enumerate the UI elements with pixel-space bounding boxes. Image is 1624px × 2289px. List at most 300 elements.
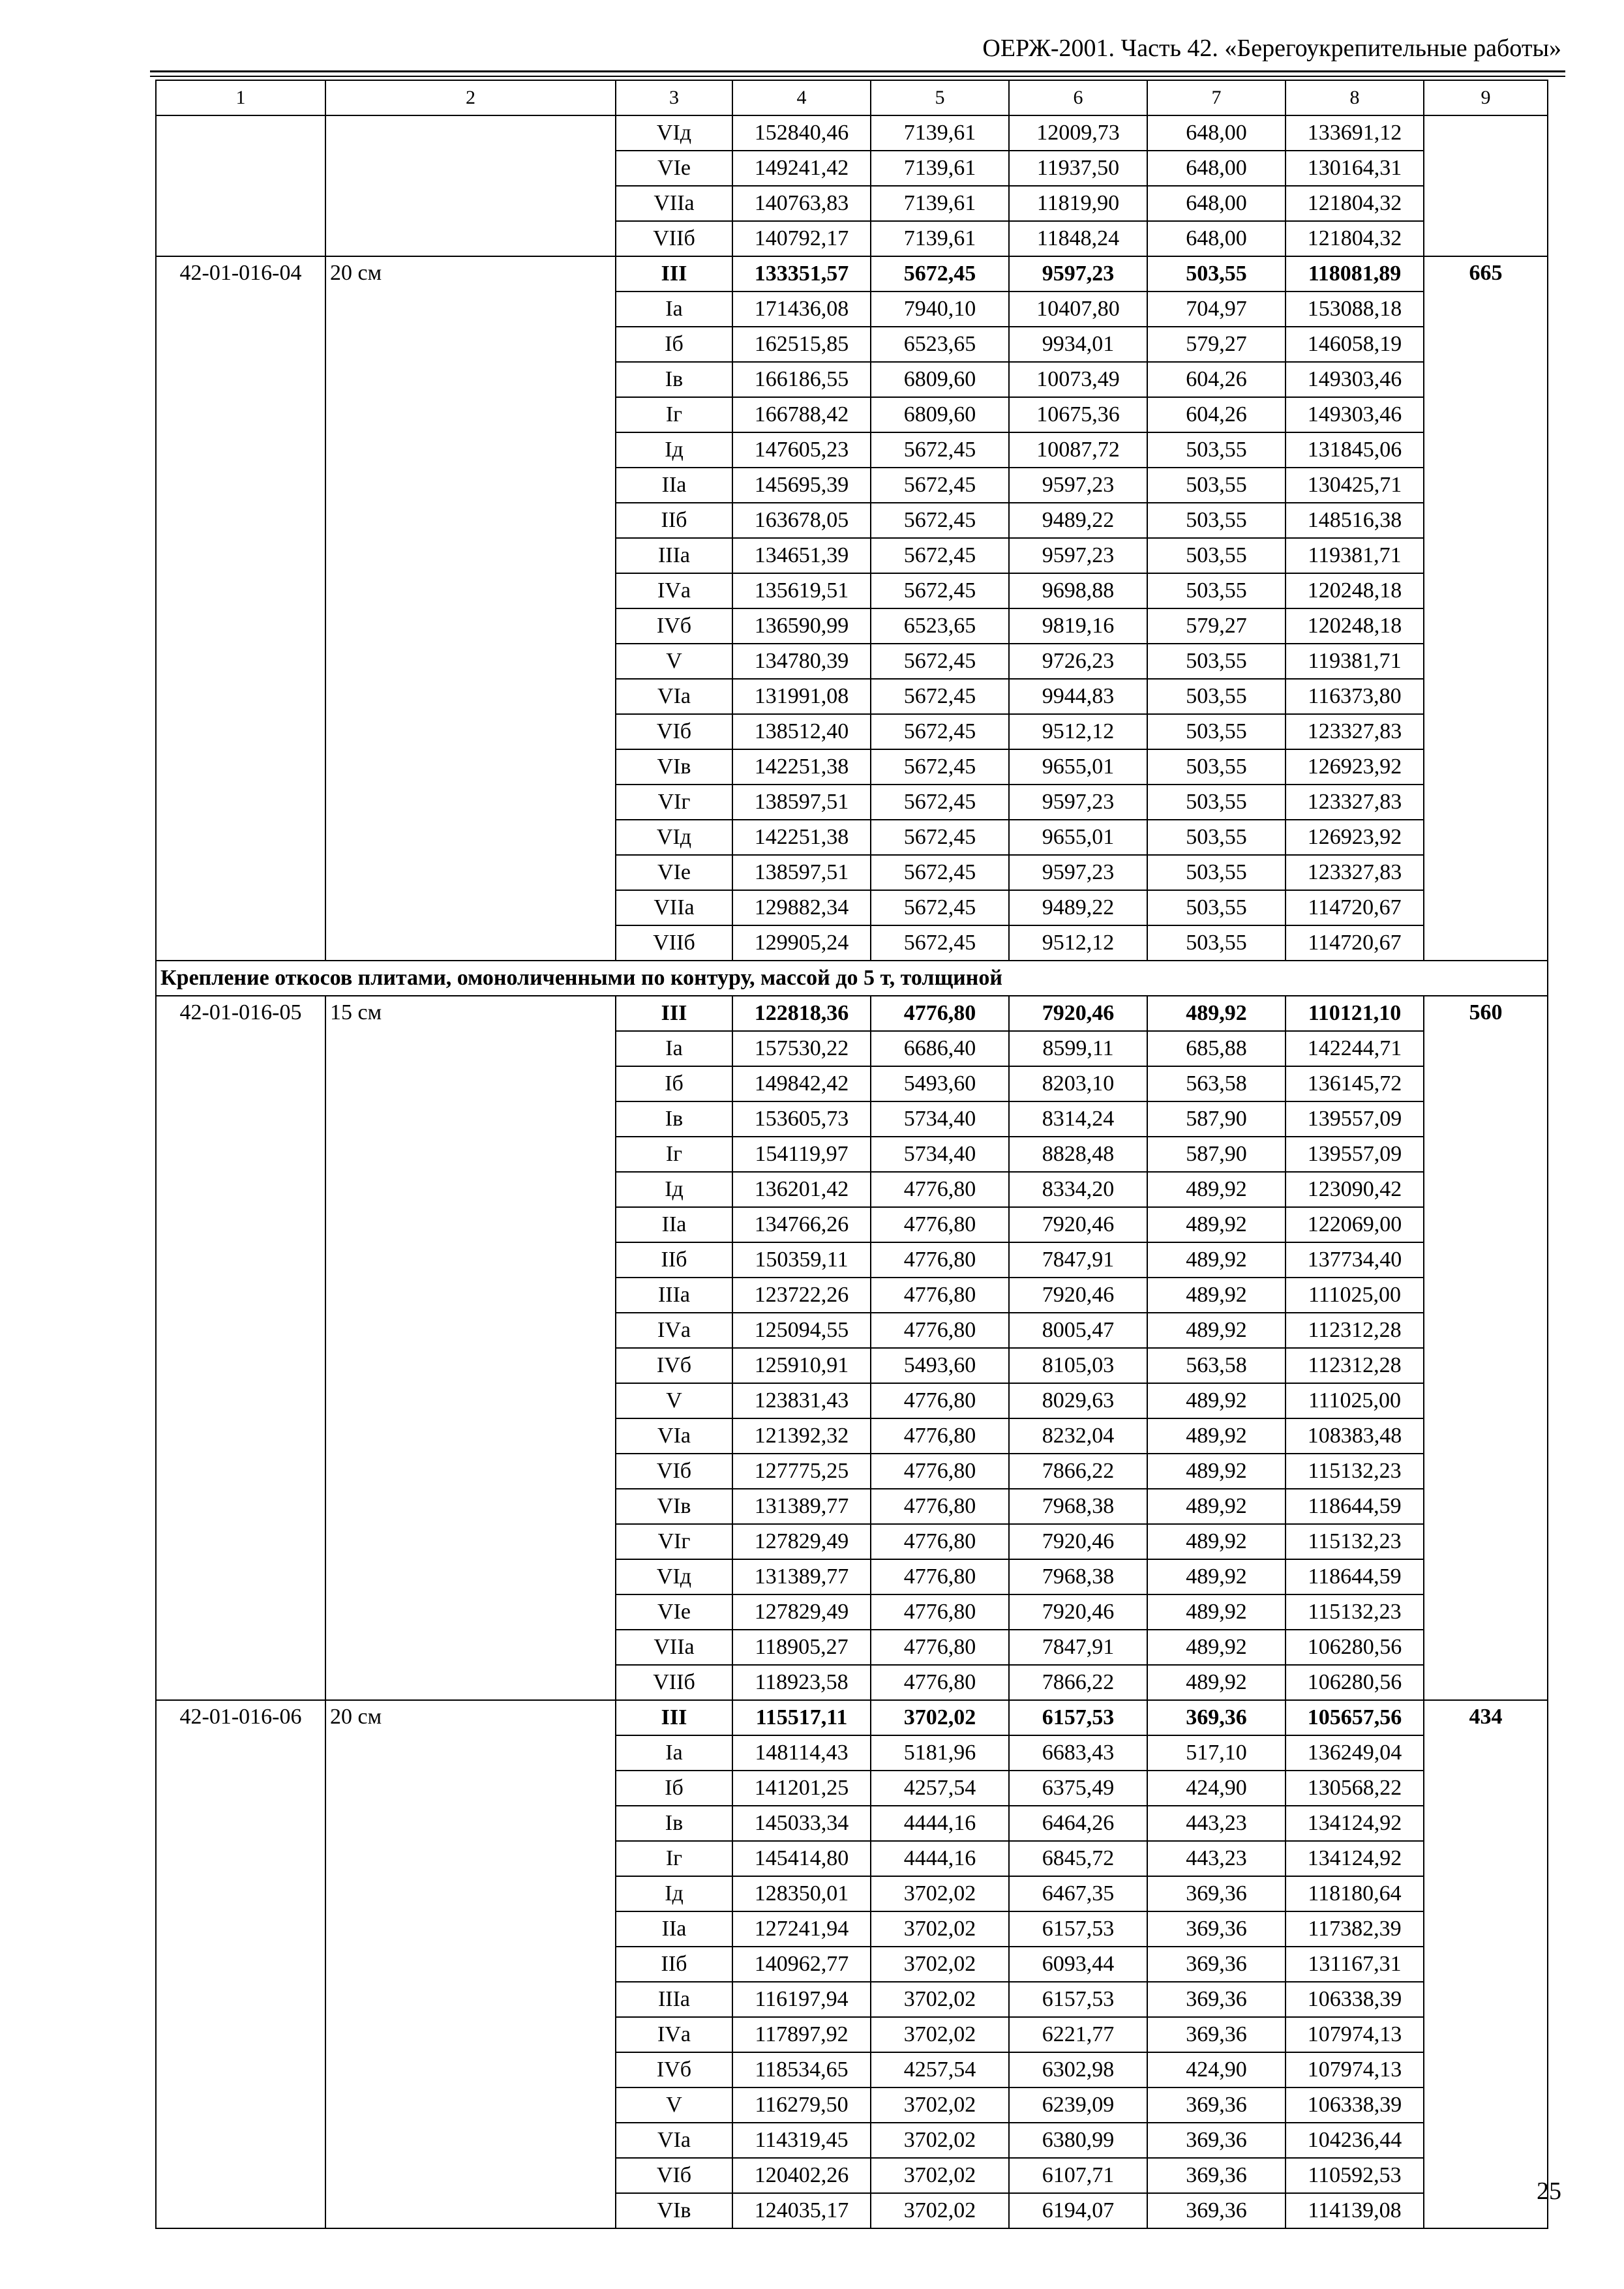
value-cell: 136145,72 [1286,1066,1424,1101]
value-cell: 121392,32 [732,1418,871,1454]
value-cell: 3702,02 [871,1876,1009,1911]
value-cell: 489,92 [1147,1418,1286,1454]
code-cell: 42-01-016-06 [156,1700,325,2228]
value-cell: 131389,77 [732,1559,871,1594]
value-cell: 114720,67 [1286,925,1424,961]
value-cell: 133351,57 [732,256,871,292]
code-cell: 42-01-016-05 [156,996,325,1700]
value-cell: 489,92 [1147,1207,1286,1242]
value-cell: 12009,73 [1009,115,1147,151]
value-cell: 8029,63 [1009,1383,1147,1418]
value-cell: 128350,01 [732,1876,871,1911]
value-cell: 3702,02 [871,2158,1009,2193]
zone-cell: VIг [616,1524,732,1559]
value-cell: 369,36 [1147,1876,1286,1911]
table-row [156,115,1548,151]
value-cell: 503,55 [1147,503,1286,538]
value-cell: 136201,42 [732,1172,871,1207]
value-cell: 8105,03 [1009,1348,1147,1383]
value-cell: 6239,09 [1009,2087,1147,2123]
zone-cell: VIIб [616,925,732,961]
value-cell: 4257,54 [871,2052,1009,2087]
column-number-row [156,80,1548,115]
value-cell: 6523,65 [871,608,1009,644]
value-cell: 123327,83 [1286,785,1424,820]
value-cell: 5672,45 [871,890,1009,925]
zone-cell: VIд [616,115,732,151]
value-cell: 106338,39 [1286,2087,1424,2123]
value-cell: 8203,10 [1009,1066,1147,1101]
value-cell: 9512,12 [1009,925,1147,961]
value-cell: 7866,22 [1009,1665,1147,1700]
value-cell: 503,55 [1147,890,1286,925]
value-cell: 7968,38 [1009,1559,1147,1594]
value-cell: 163678,05 [732,503,871,538]
value-cell: 517,10 [1147,1735,1286,1771]
zone-cell: Iа [616,1735,732,1771]
zone-cell: VIв [616,1489,732,1524]
value-cell: 125910,91 [732,1348,871,1383]
value-cell: 115132,23 [1286,1524,1424,1559]
zone-cell: III [616,996,732,1031]
value-cell: 3702,02 [871,1700,1009,1735]
value-cell: 9512,12 [1009,714,1147,749]
value-cell: 7920,46 [1009,996,1147,1031]
value-cell: 118534,65 [732,2052,871,2087]
value-cell: 118180,64 [1286,1876,1424,1911]
value-cell: 140962,77 [732,1947,871,1982]
zone-cell: VIб [616,1454,732,1489]
value-cell: 115132,23 [1286,1454,1424,1489]
value-cell: 5672,45 [871,749,1009,785]
value-cell: 10407,80 [1009,292,1147,327]
value-cell: 105657,56 [1286,1700,1424,1735]
value-cell: 134766,26 [732,1207,871,1242]
page-number: 25 [1537,2177,1561,2205]
value-cell: 112312,28 [1286,1348,1424,1383]
column-number: 6 [1009,80,1147,115]
value-cell: 110121,10 [1286,996,1424,1031]
zone-cell: VIв [616,749,732,785]
value-cell: 114139,08 [1286,2193,1424,2228]
value-cell: 149241,42 [732,151,871,186]
value-cell: 8314,24 [1009,1101,1147,1137]
value-cell: 124035,17 [732,2193,871,2228]
value-cell: 489,92 [1147,1313,1286,1348]
total-cell: 560 [1424,996,1548,1700]
value-cell: 115132,23 [1286,1594,1424,1630]
value-cell: 6221,77 [1009,2017,1147,2052]
value-cell: 118905,27 [732,1630,871,1665]
value-cell: 6093,44 [1009,1947,1147,1982]
value-cell: 137734,40 [1286,1242,1424,1278]
thickness-cell: 20 см [325,256,616,961]
value-cell: 9819,16 [1009,608,1147,644]
value-cell: 153088,18 [1286,292,1424,327]
zone-cell: Iб [616,1066,732,1101]
zone-cell: IVа [616,573,732,608]
zone-cell: Iг [616,1137,732,1172]
column-number: 1 [156,80,325,115]
value-cell: 140763,83 [732,186,871,221]
value-cell: 4444,16 [871,1806,1009,1841]
value-cell: 489,92 [1147,1524,1286,1559]
value-cell: 3702,02 [871,1982,1009,2017]
value-cell: 131167,31 [1286,1947,1424,1982]
value-cell: 648,00 [1147,221,1286,256]
value-cell: 587,90 [1147,1101,1286,1137]
value-cell: 111025,00 [1286,1278,1424,1313]
value-cell: 5672,45 [871,714,1009,749]
value-cell: 369,36 [1147,2087,1286,2123]
value-cell: 5672,45 [871,785,1009,820]
value-cell: 146058,19 [1286,327,1424,362]
value-cell: 10087,72 [1009,432,1147,468]
value-cell: 503,55 [1147,679,1286,714]
zone-cell: IIб [616,1242,732,1278]
value-cell: 369,36 [1147,1911,1286,1947]
value-cell: 6809,60 [871,362,1009,397]
value-cell: 7940,10 [871,292,1009,327]
value-cell: 130568,22 [1286,1771,1424,1806]
value-cell: 369,36 [1147,1947,1286,1982]
value-cell: 9597,23 [1009,538,1147,573]
value-cell: 142251,38 [732,820,871,855]
price-table [155,80,1548,2229]
value-cell: 9597,23 [1009,256,1147,292]
zone-cell: VIб [616,714,732,749]
value-cell: 4776,80 [871,1489,1009,1524]
value-cell: 123327,83 [1286,714,1424,749]
value-cell: 503,55 [1147,714,1286,749]
value-cell: 369,36 [1147,2158,1286,2193]
value-cell: 118923,58 [732,1665,871,1700]
zone-cell: VIIб [616,1665,732,1700]
zone-cell: Iв [616,362,732,397]
value-cell: 116197,94 [732,1982,871,2017]
value-cell: 6809,60 [871,397,1009,432]
value-cell: 7920,46 [1009,1594,1147,1630]
value-cell: 4776,80 [871,1278,1009,1313]
value-cell: 5672,45 [871,855,1009,890]
column-number: 7 [1147,80,1286,115]
value-cell: 120402,26 [732,2158,871,2193]
zone-cell: VIIа [616,186,732,221]
column-number: 3 [616,80,732,115]
value-cell: 648,00 [1147,151,1286,186]
value-cell: 3702,02 [871,1947,1009,1982]
section-title-row [156,961,1548,996]
value-cell: 443,23 [1147,1841,1286,1876]
zone-cell: VIа [616,679,732,714]
value-cell: 503,55 [1147,468,1286,503]
value-cell: 4776,80 [871,1594,1009,1630]
value-cell: 106280,56 [1286,1630,1424,1665]
value-cell: 9597,23 [1009,468,1147,503]
zone-cell: IIб [616,503,732,538]
value-cell: 115517,11 [732,1700,871,1735]
value-cell: 123327,83 [1286,855,1424,890]
value-cell: 126923,92 [1286,749,1424,785]
zone-cell: VIа [616,2123,732,2158]
value-cell: 4776,80 [871,1313,1009,1348]
zone-cell: VIг [616,785,732,820]
value-cell: 6157,53 [1009,1911,1147,1947]
value-cell: 503,55 [1147,644,1286,679]
value-cell: 5493,60 [871,1066,1009,1101]
value-cell: 148516,38 [1286,503,1424,538]
value-cell: 704,97 [1147,292,1286,327]
value-cell: 130164,31 [1286,151,1424,186]
value-cell: 503,55 [1147,256,1286,292]
column-number: 2 [325,80,616,115]
value-cell: 489,92 [1147,1278,1286,1313]
value-cell: 424,90 [1147,1771,1286,1806]
value-cell: 120248,18 [1286,608,1424,644]
value-cell: 147605,23 [732,432,871,468]
value-cell: 6467,35 [1009,1876,1147,1911]
value-cell: 5181,96 [871,1735,1009,1771]
value-cell: 119381,71 [1286,538,1424,573]
value-cell: 149303,46 [1286,397,1424,432]
value-cell: 489,92 [1147,1454,1286,1489]
zone-cell: Iг [616,397,732,432]
value-cell: 5672,45 [871,256,1009,292]
zone-cell: V [616,2087,732,2123]
value-cell: 141201,25 [732,1771,871,1806]
column-number: 4 [732,80,871,115]
value-cell: 162515,85 [732,327,871,362]
value-cell: 6302,98 [1009,2052,1147,2087]
zone-cell: VIIа [616,890,732,925]
value-cell: 489,92 [1147,1489,1286,1524]
total-cell: 434 [1424,1700,1548,2228]
value-cell: 153605,73 [732,1101,871,1137]
value-cell: 116373,80 [1286,679,1424,714]
value-cell: 149303,46 [1286,362,1424,397]
value-cell: 489,92 [1147,1559,1286,1594]
value-cell: 369,36 [1147,2123,1286,2158]
value-cell: 9489,22 [1009,890,1147,925]
value-cell: 117382,39 [1286,1911,1424,1947]
zone-cell: Iг [616,1841,732,1876]
zone-cell: IIIа [616,538,732,573]
value-cell: 9655,01 [1009,820,1147,855]
value-cell: 108383,48 [1286,1418,1424,1454]
value-cell: 9597,23 [1009,855,1147,890]
value-cell: 8828,48 [1009,1137,1147,1172]
value-cell: 142251,38 [732,749,871,785]
column-number: 5 [871,80,1009,115]
value-cell: 114720,67 [1286,890,1424,925]
value-cell: 123722,26 [732,1278,871,1313]
value-cell: 138597,51 [732,855,871,890]
value-cell: 4776,80 [871,1454,1009,1489]
value-cell: 489,92 [1147,1665,1286,1700]
value-cell: 122069,00 [1286,1207,1424,1242]
value-cell: 489,92 [1147,1630,1286,1665]
value-cell: 7847,91 [1009,1242,1147,1278]
value-cell: 138597,51 [732,785,871,820]
zone-cell: IVб [616,1348,732,1383]
value-cell: 5672,45 [871,644,1009,679]
value-cell: 157530,22 [732,1031,871,1066]
value-cell: 6157,53 [1009,1700,1147,1735]
value-cell: 3702,02 [871,2017,1009,2052]
zone-cell: VIд [616,1559,732,1594]
value-cell: 123090,42 [1286,1172,1424,1207]
value-cell: 563,58 [1147,1348,1286,1383]
thickness-cell: 15 см [325,996,616,1700]
value-cell: 9597,23 [1009,785,1147,820]
value-cell: 152840,46 [732,115,871,151]
value-cell: 4776,80 [871,996,1009,1031]
value-cell: 106280,56 [1286,1665,1424,1700]
value-cell: 4776,80 [871,1630,1009,1665]
value-cell: 503,55 [1147,785,1286,820]
zone-cell: IIа [616,1911,732,1947]
value-cell: 3702,02 [871,2123,1009,2158]
value-cell: 118081,89 [1286,256,1424,292]
value-cell: 8232,04 [1009,1418,1147,1454]
zone-cell: III [616,1700,732,1735]
value-cell: 110592,53 [1286,2158,1424,2193]
value-cell: 4776,80 [871,1242,1009,1278]
value-cell: 123831,43 [732,1383,871,1418]
value-cell: 116279,50 [732,2087,871,2123]
zone-cell: IVб [616,608,732,644]
value-cell: 489,92 [1147,1242,1286,1278]
value-cell: 121804,32 [1286,186,1424,221]
value-cell: 148114,43 [732,1735,871,1771]
value-cell: 579,27 [1147,608,1286,644]
value-cell: 5672,45 [871,538,1009,573]
value-cell: 7139,61 [871,221,1009,256]
value-cell: 145695,39 [732,468,871,503]
value-cell: 131991,08 [732,679,871,714]
value-cell: 6107,71 [1009,2158,1147,2193]
value-cell: 4776,80 [871,1383,1009,1418]
value-cell: 4257,54 [871,1771,1009,1806]
value-cell: 7866,22 [1009,1454,1147,1489]
value-cell: 7139,61 [871,186,1009,221]
value-cell: 443,23 [1147,1806,1286,1841]
value-cell: 4776,80 [871,1524,1009,1559]
zone-cell: VIв [616,2193,732,2228]
value-cell: 3702,02 [871,2087,1009,2123]
value-cell: 118644,59 [1286,1559,1424,1594]
value-cell: 136249,04 [1286,1735,1424,1771]
value-cell: 9489,22 [1009,503,1147,538]
value-cell: 125094,55 [732,1313,871,1348]
value-cell: 648,00 [1147,186,1286,221]
value-cell: 5734,40 [871,1101,1009,1137]
value-cell: 9944,83 [1009,679,1147,714]
thickness-cell [325,115,616,256]
total-cell [1424,115,1548,256]
value-cell: 150359,11 [732,1242,871,1278]
value-cell: 6380,99 [1009,2123,1147,2158]
value-cell: 139557,09 [1286,1101,1424,1137]
value-cell: 122818,36 [732,996,871,1031]
value-cell: 149842,42 [732,1066,871,1101]
zone-cell: VIе [616,151,732,186]
zone-cell: VIд [616,820,732,855]
zone-cell: IIIа [616,1278,732,1313]
value-cell: 369,36 [1147,1700,1286,1735]
value-cell: 489,92 [1147,1594,1286,1630]
zone-cell: Iб [616,1771,732,1806]
value-cell: 9655,01 [1009,749,1147,785]
zone-cell: Iд [616,1876,732,1911]
value-cell: 9698,88 [1009,573,1147,608]
zone-cell: IIб [616,1947,732,1982]
value-cell: 121804,32 [1286,221,1424,256]
zone-cell: Iа [616,292,732,327]
zone-cell: V [616,644,732,679]
value-cell: 7920,46 [1009,1207,1147,1242]
value-cell: 9934,01 [1009,327,1147,362]
zone-cell: IVа [616,2017,732,2052]
value-cell: 5672,45 [871,503,1009,538]
zone-cell: Iа [616,1031,732,1066]
value-cell: 112312,28 [1286,1313,1424,1348]
value-cell: 5672,45 [871,573,1009,608]
value-cell: 369,36 [1147,2017,1286,2052]
value-cell: 7968,38 [1009,1489,1147,1524]
zone-cell: III [616,256,732,292]
value-cell: 127241,94 [732,1911,871,1947]
value-cell: 138512,40 [732,714,871,749]
value-cell: 127775,25 [732,1454,871,1489]
value-cell: 503,55 [1147,538,1286,573]
value-cell: 6194,07 [1009,2193,1147,2228]
value-cell: 5672,45 [871,679,1009,714]
value-cell: 685,88 [1147,1031,1286,1066]
value-cell: 4444,16 [871,1841,1009,1876]
header-rule-thin [150,76,1565,77]
value-cell: 503,55 [1147,749,1286,785]
value-cell: 563,58 [1147,1066,1286,1101]
value-cell: 7920,46 [1009,1278,1147,1313]
value-cell: 136590,99 [732,608,871,644]
value-cell: 114319,45 [732,2123,871,2158]
value-cell: 579,27 [1147,327,1286,362]
value-cell: 120248,18 [1286,573,1424,608]
value-cell: 166186,55 [732,362,871,397]
value-cell: 104236,44 [1286,2123,1424,2158]
zone-cell: IIIа [616,1982,732,2017]
column-number: 9 [1424,80,1548,115]
value-cell: 119381,71 [1286,644,1424,679]
value-cell: 503,55 [1147,925,1286,961]
zone-cell: Iв [616,1101,732,1137]
value-cell: 154119,97 [732,1137,871,1172]
table-row [156,256,1548,292]
zone-cell: Iд [616,432,732,468]
value-cell: 503,55 [1147,432,1286,468]
value-cell: 129905,24 [732,925,871,961]
value-cell: 133691,12 [1286,115,1424,151]
value-cell: 489,92 [1147,996,1286,1031]
value-cell: 4776,80 [871,1418,1009,1454]
total-cell: 665 [1424,256,1548,961]
value-cell: 5672,45 [871,468,1009,503]
value-cell: 11819,90 [1009,186,1147,221]
value-cell: 5734,40 [871,1137,1009,1172]
value-cell: 145033,34 [732,1806,871,1841]
value-cell: 140792,17 [732,221,871,256]
